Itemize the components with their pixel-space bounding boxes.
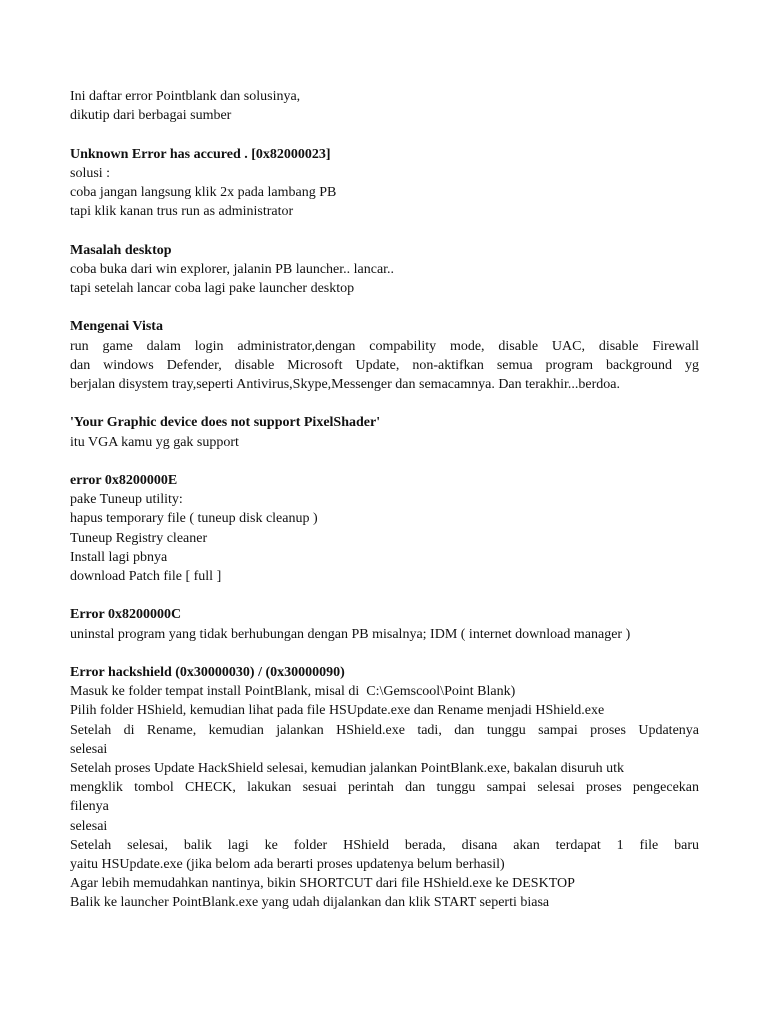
intro-line: Ini daftar error Pointblank dan solusinya, <box>70 89 301 104</box>
section-line: Tuneup Registry cleaner <box>70 530 208 546</box>
section-heading: error 0x8200000E <box>70 472 178 488</box>
section-line: tapi setelah lancar coba lagi pake launcher desktop <box>70 281 355 296</box>
section-line: Masuk ke folder tempat install PointBlank, misal di C:\Gemscool\Point Blank) <box>70 684 516 700</box>
paragraph-gap <box>70 298 699 317</box>
section-line: Setelah selesai, balik lagi ke folder HShield berada, disana akan terdapat 1 file baru <box>70 837 699 853</box>
section-line: tapi klik kanan trus run as administrator <box>70 204 294 220</box>
section-line: download Patch file [ full ] <box>70 569 222 584</box>
section-line: filenya <box>70 799 109 815</box>
paragraph-gap <box>70 125 699 144</box>
section-heading: Mengenai Vista <box>70 319 163 335</box>
section-line: selesai <box>70 818 108 834</box>
section-line: Install lagi pbnya <box>70 549 168 565</box>
paragraph-gap <box>70 394 699 413</box>
section-line: run game dalam login administrator,dengan compability mode, disable UAC, disable Firewall <box>70 338 699 354</box>
section-line: solusi : <box>70 165 111 181</box>
paragraph-gap <box>70 644 699 663</box>
section-line: coba jangan langsung klik 2x pada lambang PB <box>70 185 337 200</box>
paragraph-gap <box>70 586 699 605</box>
section-line: yaitu HSUpdate.exe (jika belom ada berarti proses updatenya belum berhasil) <box>70 857 505 873</box>
section-heading: Error 0x8200000C <box>70 607 182 623</box>
section-line: uninstal program yang tidak berhubungan dengan PB misalnya; IDM ( internet download manager ) <box>70 626 631 642</box>
section-line: selesai <box>70 741 108 757</box>
section-line: pake Tuneup utility: <box>70 492 183 508</box>
section-line: Setelah di Rename, kemudian jalankan HShield.exe tadi, dan tunggu sampai proses Updatenya <box>70 722 699 738</box>
section-line: itu VGA kamu yg gak support <box>70 434 239 450</box>
section-line: Balik ke launcher PointBlank.exe yang udah dijalankan dan klik START seperti biasa <box>70 895 550 911</box>
section-line: mengklik tombol CHECK, lakukan sesuai perintah dan tunggu sampai selesai proses pengecekan <box>70 780 699 796</box>
section-line: Setelah proses Update HackShield selesai, kemudian jalankan PointBlank.exe, bakalan disuruh utk <box>70 761 625 776</box>
section-heading: Error hackshield (0x30000030) / (0x30000090) <box>70 664 345 680</box>
intro-line: dikutip dari berbagai sumber <box>70 108 232 124</box>
document-body <box>70 87 699 913</box>
section-line: berjalan disystem tray,seperti Antivirus,Skype,Messenger dan semacamnya. Dan terakhir...berdoa. <box>70 377 620 392</box>
section-heading: Unknown Error has accured . [0x82000023] <box>70 146 331 162</box>
section-line: coba buka dari win explorer, jalanin PB launcher.. lancar.. <box>70 261 395 277</box>
paragraph-gap <box>70 452 699 471</box>
section-heading: Masalah desktop <box>70 242 172 258</box>
section-heading: 'Your Graphic device does not support PixelShader' <box>70 415 381 431</box>
section-line: Pilih folder HShield, kemudian lihat pada file HSUpdate.exe dan Rename menjadi HShield.exe <box>70 703 605 719</box>
section-line: Agar lebih memudahkan nantinya, bikin SHORTCUT dari file HShield.exe ke DESKTOP <box>70 876 575 892</box>
section-line: hapus temporary file ( tuneup disk cleanup ) <box>70 511 318 527</box>
paragraph-gap <box>70 221 699 240</box>
section-line: dan windows Defender, disable Microsoft Update, non-aktifkan semua program background yg <box>70 357 699 373</box>
